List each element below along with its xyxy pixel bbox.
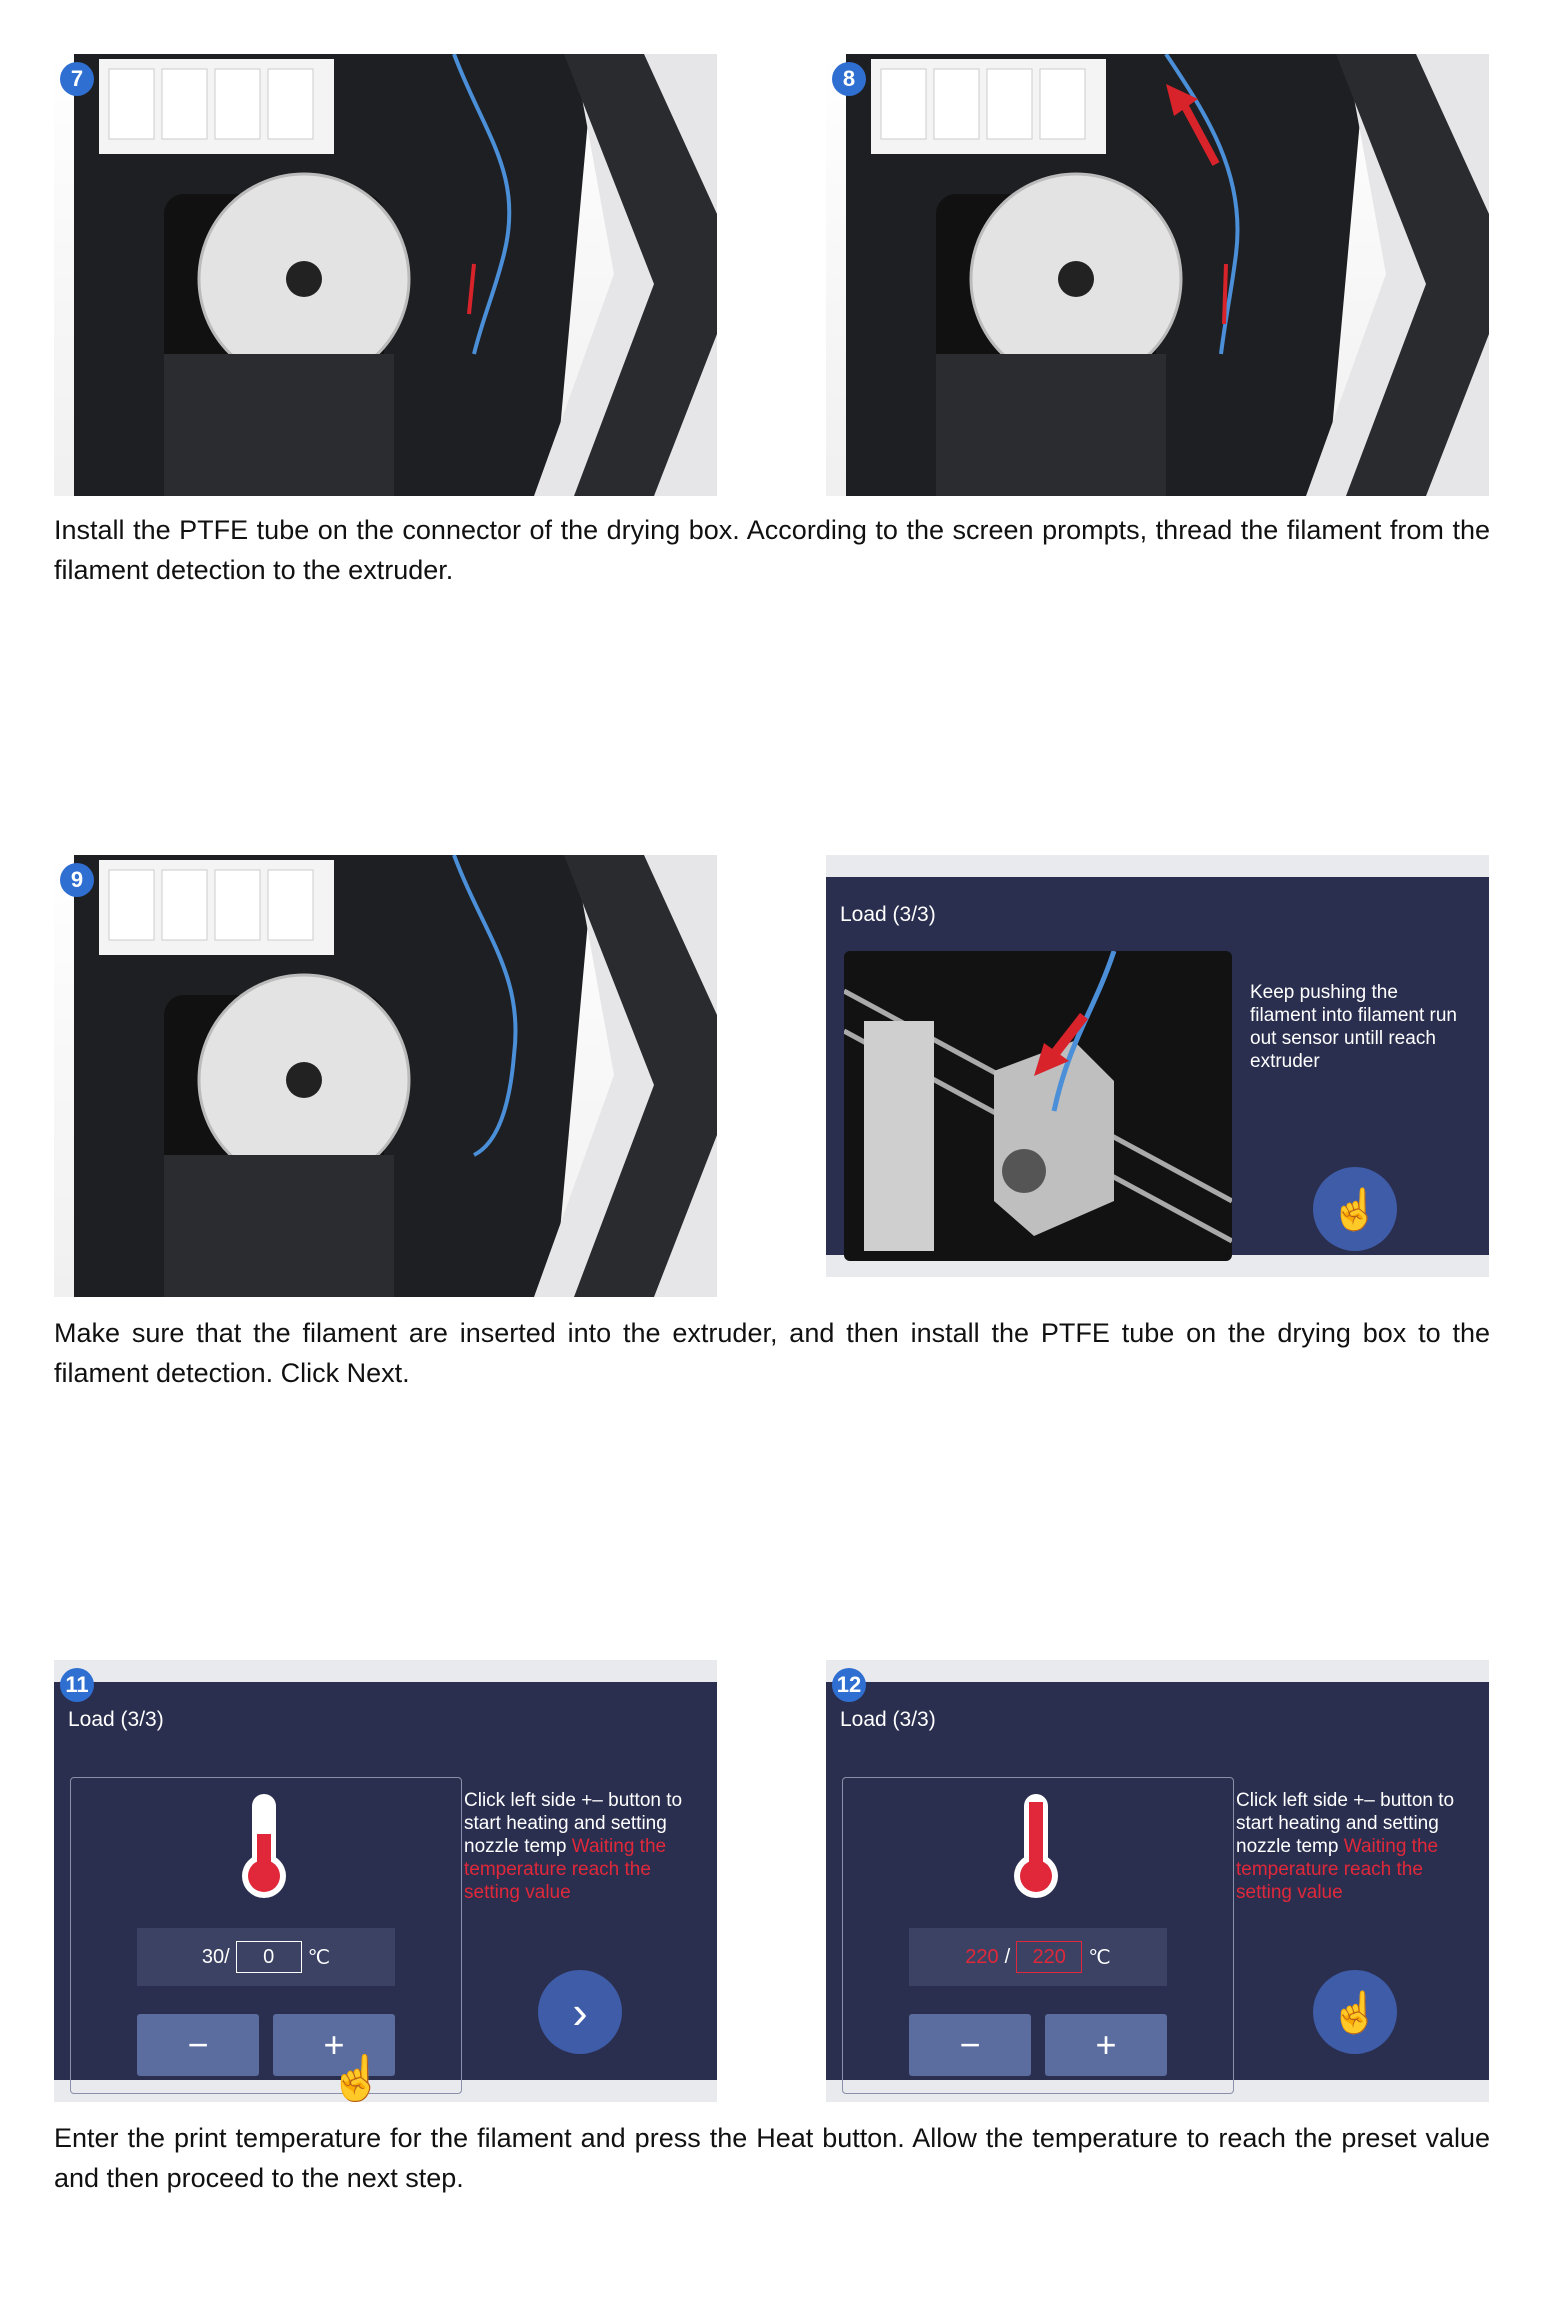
screen-title: Load (3/3) (840, 1708, 936, 1731)
step-11-screen (54, 1660, 717, 2102)
temperature-readout (909, 1928, 1167, 1986)
screen-title: Load (3/3) (68, 1708, 164, 1731)
caption-steps-7-8: Install the PTFE tube on the connector of the drying box. According to the screen prompts, thread the filament from the filament detection to the extruder. (54, 515, 1490, 585)
action-button[interactable] (1313, 1970, 1397, 2054)
current-temp: 30/ (201, 1945, 230, 1968)
step-9-photo (54, 855, 717, 1297)
decrease-temp-button[interactable]: − (137, 2014, 259, 2076)
step-7-photo (54, 54, 717, 496)
step-badge-12: 12 (832, 1668, 866, 1702)
thermometer-icon (239, 1792, 289, 1900)
screen-instruction (464, 1789, 704, 1904)
screen-title: Load (3/3) (840, 903, 936, 926)
warning-text: Waiting the temperature reach the setting value (464, 1836, 667, 1903)
instruction-text: Click left side +– button to start heating and setting nozzle temp (1236, 1790, 1455, 1857)
caption-steps-9-10: Make sure that the filament are inserted into the extruder, and then install the PTFE tube on the drying box to the filament detection. Click Next. (54, 1318, 1490, 1388)
printer-side-illustration (54, 54, 717, 496)
printer-side-illustration (826, 54, 1489, 496)
current-temp: 220 (965, 1945, 999, 1968)
temp-unit: ℃ (307, 1946, 331, 1969)
warning-text: Waiting the temperature reach the setting value (1236, 1836, 1439, 1903)
temp-unit: ℃ (1088, 1946, 1111, 1969)
action-button[interactable] (1313, 1167, 1397, 1251)
step-badge-8: 8 (832, 62, 866, 96)
step-badge-9: 9 (60, 863, 94, 897)
increase-temp-button[interactable]: + (1045, 2014, 1167, 2076)
pointing-hand-icon: ☝ (1330, 1990, 1380, 2035)
temp-separator: / (1004, 1945, 1011, 1968)
touchscreen (54, 1682, 717, 2102)
step-10-screen (826, 855, 1489, 1277)
extruder-illustration (844, 951, 1232, 1261)
screen-instruction (1236, 1789, 1476, 1904)
touchscreen (826, 1682, 1489, 2080)
temperature-panel (70, 1777, 462, 2102)
increase-temp-button[interactable]: + (273, 2014, 395, 2076)
caption-steps-11-12: Enter the print temperature for the filament and press the Heat button. Allow the temperature to reach the preset value and then proceed to the next step. (54, 2123, 1490, 2193)
step-8-photo (826, 54, 1489, 496)
chevron-right-icon: › (572, 1986, 588, 2038)
step-badge-11: 11 (60, 1668, 94, 1702)
target-temp-input[interactable]: 220 (1016, 1941, 1082, 1973)
thermometer-icon (1011, 1792, 1061, 1900)
pointing-hand-icon: ☝ (1330, 1187, 1380, 1232)
step-12-screen (826, 1660, 1489, 2102)
printer-side-illustration (54, 855, 717, 1297)
target-temp-input[interactable]: 0 (236, 1941, 302, 1973)
step-badge-7: 7 (60, 62, 94, 96)
temperature-panel (842, 1777, 1234, 2094)
touchscreen (826, 877, 1489, 1255)
instruction-text: Click left side +– button to start heating and setting nozzle temp (464, 1790, 683, 1857)
next-button[interactable] (538, 1970, 622, 2054)
screen-instruction: Keep pushing the filament into filament run out sensor untill reach extruder (1250, 982, 1457, 1072)
temperature-readout (137, 1928, 395, 1986)
decrease-temp-button[interactable]: − (909, 2014, 1031, 2076)
pointing-hand-icon: ☝ (329, 2054, 384, 2102)
